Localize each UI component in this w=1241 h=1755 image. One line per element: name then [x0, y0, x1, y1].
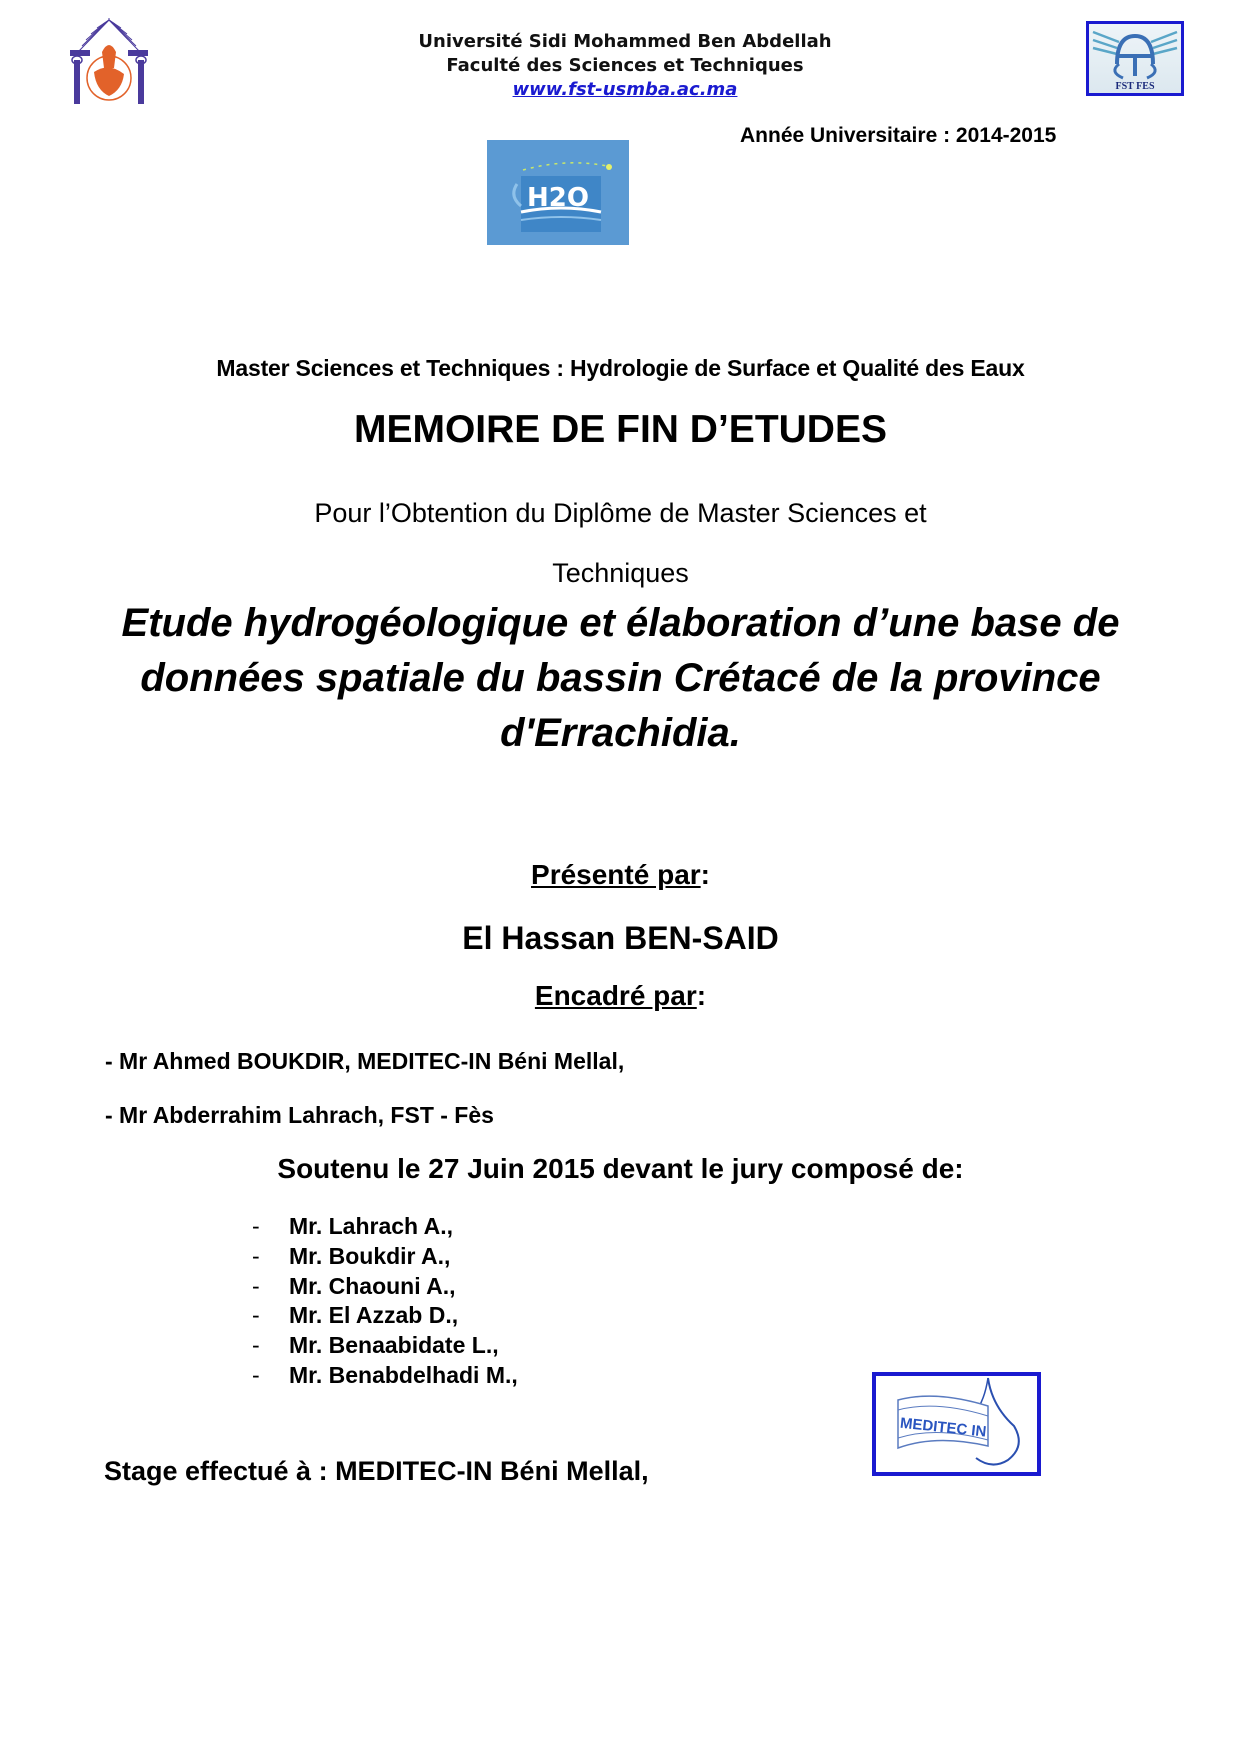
list-dash: - — [252, 1272, 260, 1299]
academic-year: Année Universitaire : 2014-2015 — [740, 124, 1057, 147]
presented-by-colon: : — [700, 859, 710, 890]
faculty-name: Faculté des Sciences et Techniques — [446, 55, 804, 76]
svg-text:FST FES: FST FES — [1115, 81, 1155, 92]
program-title: Master Sciences et Techniques : Hydrologie de Surface et Qualité des Eaux — [216, 355, 1025, 381]
author-name: El Hassan BEN-SAID — [462, 920, 779, 956]
list-dash: - — [252, 1361, 260, 1388]
jury-member-name: Mr. Benabdelhadi M., — [289, 1361, 518, 1388]
supervisor-item: - Mr Abderrahim Lahrach, FST - Fès — [105, 1102, 494, 1128]
svg-text:MEDITEC IN: MEDITEC IN — [899, 1414, 988, 1441]
jury-member — [252, 1212, 518, 1242]
jury-member-name: Mr. Benaabidate L., — [289, 1332, 499, 1359]
website-link[interactable]: www.fst-usmba.ac.ma — [512, 79, 738, 100]
internship-location: Stage effectué à : MEDITEC-IN Béni Mellal, — [104, 1456, 649, 1486]
list-dash: - — [252, 1332, 260, 1359]
document-type-heading: MEMOIRE DE FIN D’ETUDES — [353, 408, 888, 451]
meditec-logo — [872, 1372, 1041, 1476]
h2o-logo — [487, 140, 629, 245]
meditec-drop-icon — [876, 1376, 1037, 1472]
diploma-statement — [0, 483, 1241, 603]
list-dash: - — [252, 1213, 260, 1239]
h2o-water-icon — [487, 140, 629, 245]
jury-member-name: Mr. El Azzab D., — [289, 1302, 459, 1329]
list-dash: - — [252, 1242, 260, 1269]
university-header — [360, 30, 890, 102]
usmba-emblem-icon — [66, 14, 152, 106]
supervised-by-colon: : — [696, 980, 707, 1011]
fst-arch-icon — [1089, 24, 1181, 93]
diploma-statement-line2: Techniques — [552, 558, 689, 588]
svg-text:H2O: H2O — [527, 183, 589, 213]
thesis-title: Etude hydrogéologique et élaboration d’une base de données spatiale du bassin Crétacé de la province d'Errachidia. — [121, 601, 1120, 755]
university-emblem-logo — [66, 14, 152, 106]
jury-member — [252, 1361, 518, 1391]
list-dash: - — [252, 1302, 260, 1329]
jury-member-name: Mr. Lahrach A., — [289, 1213, 454, 1239]
jury-member — [252, 1272, 518, 1302]
jury-member-name: Mr. Chaouni A., — [289, 1272, 456, 1299]
supervised-by-label — [0, 980, 1241, 1012]
jury-member — [252, 1242, 518, 1272]
jury-member — [252, 1331, 518, 1361]
supervisor-item: - Mr Ahmed BOUKDIR, MEDITEC-IN Béni Mellal, — [105, 1048, 625, 1074]
presented-by-label — [0, 859, 1241, 891]
jury-member — [252, 1301, 518, 1331]
defense-statement: Soutenu le 27 Juin 2015 devant le jury composé de: — [277, 1153, 964, 1184]
presented-by-text: Présenté par — [531, 859, 701, 890]
jury-list — [252, 1212, 518, 1391]
fst-fes-logo — [1086, 21, 1184, 96]
jury-member-name: Mr. Boukdir A., — [289, 1242, 451, 1269]
university-name: Université Sidi Mohammed Ben Abdellah — [418, 31, 832, 52]
supervised-by-text: Encadré par — [534, 980, 697, 1011]
diploma-statement-line1: Pour l’Obtention du Diplôme de Master Sciences et — [314, 498, 927, 528]
